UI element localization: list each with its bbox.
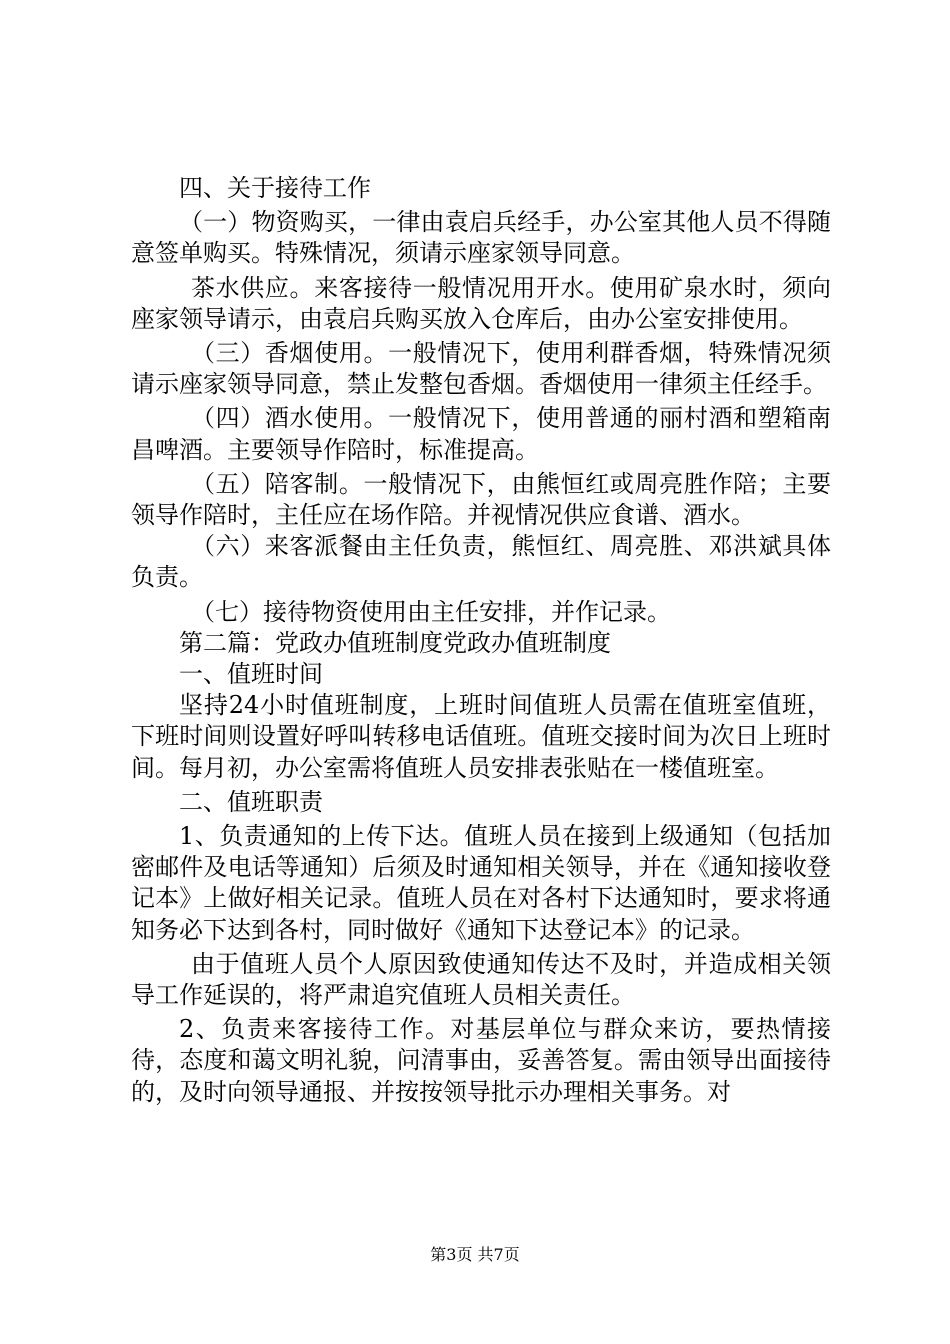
section-heading-duty-responsibilities: 二、值班职责 [179,787,323,816]
document-body [131,173,831,1108]
paragraph-cigarettes: （三）香烟使用。一般情况下，使用利群香烟，特殊情况须请示座家领导同意，禁止发整包香烟。香烟使用一律须主任经手。 [131,339,831,399]
section-heading-duty-time: 一、值班时间 [179,660,323,689]
paragraph-accompany: （五）陪客制。一般情况下，由熊恒红或周亮胜作陪；主要领导作陪时，主任应在场作陪。并视情况供应食谱、酒水。 [131,469,831,530]
paragraph-visitor-reception: 2、负责来客接待工作。对基层单位与群众来访，要热情接待，态度和蔼文明礼貌，问清事由，妥善答复。需由领导出面接待的，及时向领导通报、并按按领导批示办理相关事务。对 [131,1015,831,1106]
paragraph-purchase: （一）物资购买，一律由袁启兵经手，办公室其他人员不得随意签单购买。特殊情况，须请示座家领导同意。 [131,208,831,268]
paragraph-tea-water: 茶水供应。来客接待一般情况用开水。使用矿泉水时，须向座家领导请示，由袁启兵购买放入仓库后，由办公室安排使用。 [131,273,831,333]
section-heading-reception: 四、关于接待工作 [179,174,371,202]
paragraph-meals: （六）来客派餐由主任负责，熊恒红、周亮胜、邓洪斌具体负责。 [131,532,831,592]
paragraph-alcohol: （四）酒水使用。一般情况下，使用普通的丽村酒和塑箱南昌啤酒。主要领导作陪时，标准提高。 [131,404,831,464]
paragraph-supplies-record: （七）接待物资使用由主任安排，并作记录。 [191,597,671,626]
paragraph-notifications: 1、负责通知的上传下达。值班人员在接到上级通知（包括加密邮件及电话等通知）后须及时通知相关领导，并在《通知接收登记本》上做好相关记录。值班人员在对各村下达通知时，要求将通知务必下达到各村，同时做好《通知下达登记本》的记录。 [131,822,831,944]
chapter-title: 第二篇：党政办值班制度党政办值班制度 [179,628,611,657]
page-number-footer: 第3页 共7页 [430,1245,520,1264]
paragraph-accountability: 由于值班人员个人原因致使通知传达不及时，并造成相关领导工作延误的，将严肃追究值班人员相关责任。 [131,949,831,1010]
paragraph-duty-time: 坚持24小时值班制度，上班时间值班人员需在值班室值班，下班时间则设置好呼叫转移电话值班。值班交接时间为次日上班时间。每月初，办公室需将值班人员安排表张贴在一楼值班室。 [131,691,831,782]
